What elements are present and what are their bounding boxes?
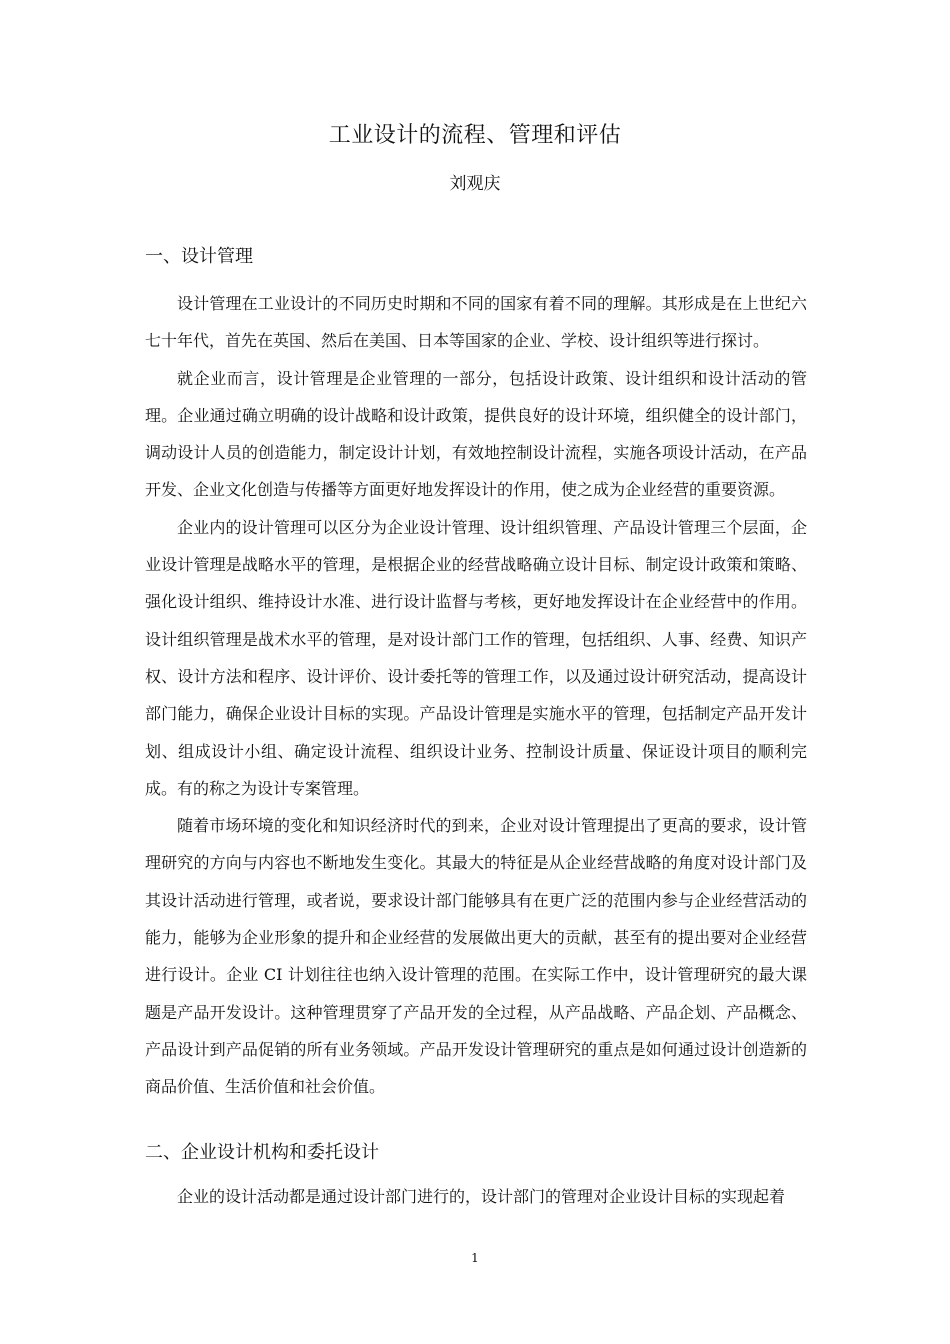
paragraph: 就企业而言，设计管理是企业管理的一部分，包括设计政策、设计组织和设计活动的管理。企业通过确立明确的设计战略和设计政策，提供良好的设计环境，组织健全的设计部门，调动设计人员的创造能力，制定设计计划，有效地控制设计流程，实施各项设计活动，在产品开发、企业文化创造与传播等方面更好地发挥设计的作用，使之成为企业经营的重要资源。: [145, 368, 807, 500]
section-body-design-management: [145, 285, 807, 1106]
page-number: 1: [471, 1251, 479, 1265]
section-heading-design-management: 一、设计管理: [145, 246, 253, 267]
paragraph: 企业的设计活动都是通过设计部门进行的，设计部门的管理对企业设计目标的实现起着: [177, 1187, 786, 1206]
paragraph: 随着市场环境的变化和知识经济时代的到来，企业对设计管理提出了更高的要求，设计管理研究的方向与内容也不断地发生变化。其最大的特征是从企业经营战略的角度对设计部门及其设计活动进行管理，或者说，要求设计部门能够具有在更广泛的范围内参与企业经营活动的能力，能够为企业形象的提升和企业经营的发展做出更大的贡献，甚至有的提出要对企业经营进行设计。企业 CI 计划往往也纳入设计管理的范围。在实际工作中，设计管理研究的最大课题是产品开发设计。这种管理贯穿了产品开发的全过程，从产品战略、产品企划、产品概念、产品设计到产品促销的所有业务领域。产品开发设计管理研究的重点是如何通过设计创造新的商品价值、生活价值和社会价值。: [145, 816, 807, 1097]
paragraph: 企业内的设计管理可以区分为企业设计管理、设计组织管理、产品设计管理三个层面，企业设计管理是战略水平的管理，是根据企业的经营战略确立设计目标、制定设计政策和策略、强化设计组织、维持设计水准、进行设计监督与考核，更好地发挥设计在企业经营中的作用。设计组织管理是战术水平的管理，是对设计部门工作的管理，包括组织、人事、经费、知识产权、设计方法和程序、设计评价、设计委托等的管理工作，以及通过设计研究活动，提高设计部门能力，确保企业设计目标的实现。产品设计管理是实施水平的管理，包括制定产品开发计划、组成设计小组、确定设计流程、组织设计业务、控制设计质量、保证设计项目的顺利完成。有的称之为设计专案管理。: [145, 517, 807, 798]
document-author: 刘观庆: [449, 174, 501, 194]
paragraph: 设计管理在工业设计的不同历史时期和不同的国家有着不同的理解。其形成是在上世纪六七十年代，首先在英国、然后在美国、日本等国家的企业、学校、设计组织等进行探讨。: [145, 294, 807, 351]
document-title: 工业设计的流程、管理和评估: [328, 123, 622, 148]
section-heading-design-organization: 二、企业设计机构和委托设计: [145, 1142, 379, 1163]
section-body-design-organization: [145, 1178, 807, 1215]
